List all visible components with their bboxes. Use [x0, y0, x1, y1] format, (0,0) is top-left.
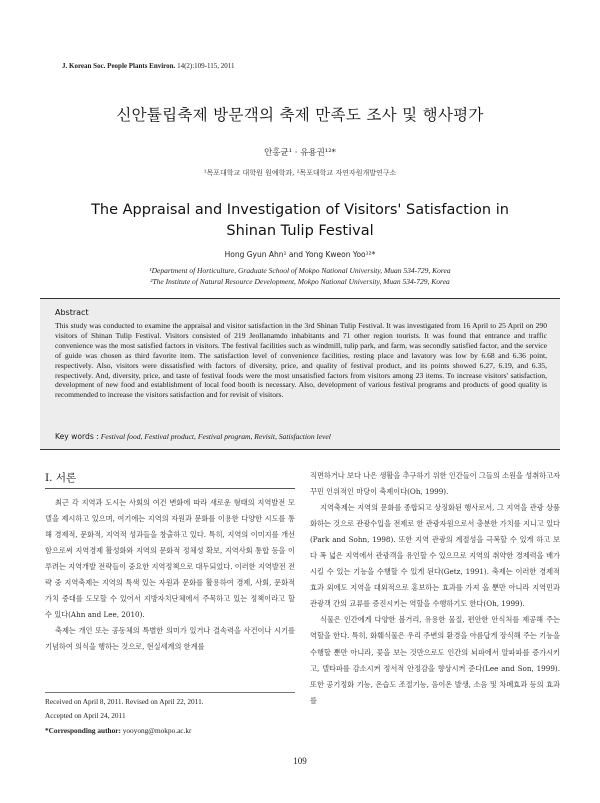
affiliation-1: ¹Department of Horticulture, Graduate School of Mokpo National University, Muan 534-729, Korea	[149, 266, 451, 275]
abstract-heading: Abstract	[55, 308, 89, 317]
corresponding-label: *Corresponding author:	[45, 726, 121, 735]
page-number: 109	[293, 756, 307, 766]
footnote-divider	[45, 692, 295, 693]
journal-issue: 14(2):109-115, 2011	[177, 62, 235, 70]
keywords-label: Key words :	[55, 432, 99, 441]
keywords	[55, 432, 331, 441]
body-column-right	[310, 468, 560, 709]
paragraph: 최근 각 지역과 도시는 사회의 여건 변화에 따라 새로운 형태의 지역발전 모델을 제시하고 있으며, 여기에는 지역의 자원과 문화를 이용한 다양한 시도를 통해 경제적, 문화적, 지역적 성과들을 창출하고 있다. 특히, 지역의 이미지를 개선함으로써 지역경제 활성화와 지역의 문화적 정체성 확보, 지역사회 통합 등을 이루려는 지역개발 전략들이 중요한 지역정책으로 대두되었다. 이러한 지역발전 전략 중 지역축제는 지역의 특색 있는 자원과 문화를 활용하여 경제, 사회, 문화적 가치 증대를 도모할 수 있어서 지방자치단체에서 주목하고 있는 정책이라고 할 수 있다(Ahn and Lee, 2010).	[45, 498, 295, 620]
body-column-left	[45, 495, 295, 655]
corresponding-email: yooyong@mokpo.ac.kr	[122, 726, 192, 735]
paragraph: 직면하거나 보다 나은 생활을 추구하기 위한 인간들이 그들의 소원을 성취하고자 꾸민 인위적인 마당이 축제이다(Oh, 1999).	[310, 471, 560, 497]
paragraph: 식물은 인간에게 다양한 볼거리, 유용한 물질, 편안한 안식처를 제공해 주는 역할을 한다. 특히, 화훼식물은 우리 주변의 환경을 아름답게 장식해 주는 기능을 수행할 뿐만 아니라, 꽃을 보는 것만으로도 인간의 뇌파에서 알파파를 증가시키고, 델타파를 감소시켜 정서적 안정감을 향상시켜 준다(Lee and Son, 1999). 또한 공기정화 기능, 온습도 조절기능, 음이온 발생, 소음 및 차폐효과 등의 효과를	[310, 615, 560, 705]
journal-name: J. Korean Soc. People Plants Environ.	[62, 62, 176, 70]
english-title	[40, 200, 560, 242]
abstract-box	[40, 298, 560, 450]
korean-authors: 안홍균¹ · 유용권¹²*	[264, 148, 336, 158]
affiliation-2: ²The Institute of Natural Resource Development, Mokpo National University, Muan 534-729, Korea	[150, 277, 450, 286]
korean-title: 신안튤립축제 방문객의 축제 만족도 조사 및 행사평가	[116, 106, 484, 124]
abstract-text: This study was conducted to examine the appraisal and visitor satisfaction in the 3rd Shinan Tulip Festival. It was investigated from 16 April to 25 April on 290 visitors of Shinan Tulip Festival. Visitors consisted of 219 Jeollanamdo inhabitants and 71 other region tourists. It was found that entrance and traffic convenience was the most satisfied factors in visitors. The festival facilities such as windmill, tulip park, and farm, was secondly satisfied factor, and the service of guide was chosen as third favorite item. The satisfaction level of convenience facilities, resting place and lavatory was low by 6.68 and 6.36 point, respectively. Also, visitors were dissatisfied with factors of diversity, price, and quality of festival product, and its points showed 6.27, 6.19, and 6.35, respectively. And, diversity, price, and taste of festival foods were the most unsatisfied factors from visitors among 23 items. To increase visitors' satisfaction, development of new food and establishment of local food booth is necessary. Also, development of various festival programs and products of good quality is recommended to increase the visitors satisfaction and for revisit of visitors.	[55, 321, 547, 400]
paragraph: 지역축제는 지역의 문화를 종합되고 상징화된 행사로서, 그 지역을 관광 상품화하는 것으로 관광수입을 전제로 한 관광자원으로서 충분한 가치를 지니고 있다(Park and Sohn, 1998). 또한 지역 관광의 계절성을 극복할 수 있게 하고 보다 폭 넓은 지역에서 관광객을 유인할 수 있으므로 지역의 취약한 경제력을 배가시킬 수 있는 기능을 수행할 수 있게 된다(Getz, 1991). 축제는 이러한 경제적 효과 외에도 지역을 대외적으로 홍보하는 효과를 가져 올 뿐만 아니라 지역민과 관광객 간의 교류를 증진시키는 역할을 수행하기도 한다(Oh, 1999).	[310, 503, 560, 609]
keywords-value: Festival food, Festival product, Festival program, Revisit, Satisfaction level	[100, 432, 331, 441]
section-heading-introduction: I. 서론	[45, 472, 77, 484]
journal-header	[62, 62, 234, 70]
footnote-received: Received on April 8, 2011. Revised on April 22, 2011.	[45, 697, 204, 706]
english-title-line1: The Appraisal and Investigation of Visitors' Satisfaction in	[91, 202, 509, 218]
footnote-accepted: Accepted on April 24, 2011	[45, 711, 126, 720]
english-title-line2: Shinan Tulip Festival	[226, 223, 374, 239]
english-authors: Hong Gyun Ahn¹ and Yong Kweon Yoo¹²*	[224, 250, 376, 259]
paragraph: 축제는 개인 또는 공동체의 특별한 의미가 있거나 결속력을 사건이나 시기를 기념하여 의식을 행하는 것으로, 현실세계의 한계를	[45, 626, 295, 652]
english-affiliation	[0, 265, 600, 287]
section-divider	[45, 488, 295, 489]
korean-affiliation: ¹목포대학교 대학원 원예학과, ²목포대학교 자연자원개발연구소	[203, 169, 397, 177]
footnote-corresponding	[45, 726, 295, 735]
